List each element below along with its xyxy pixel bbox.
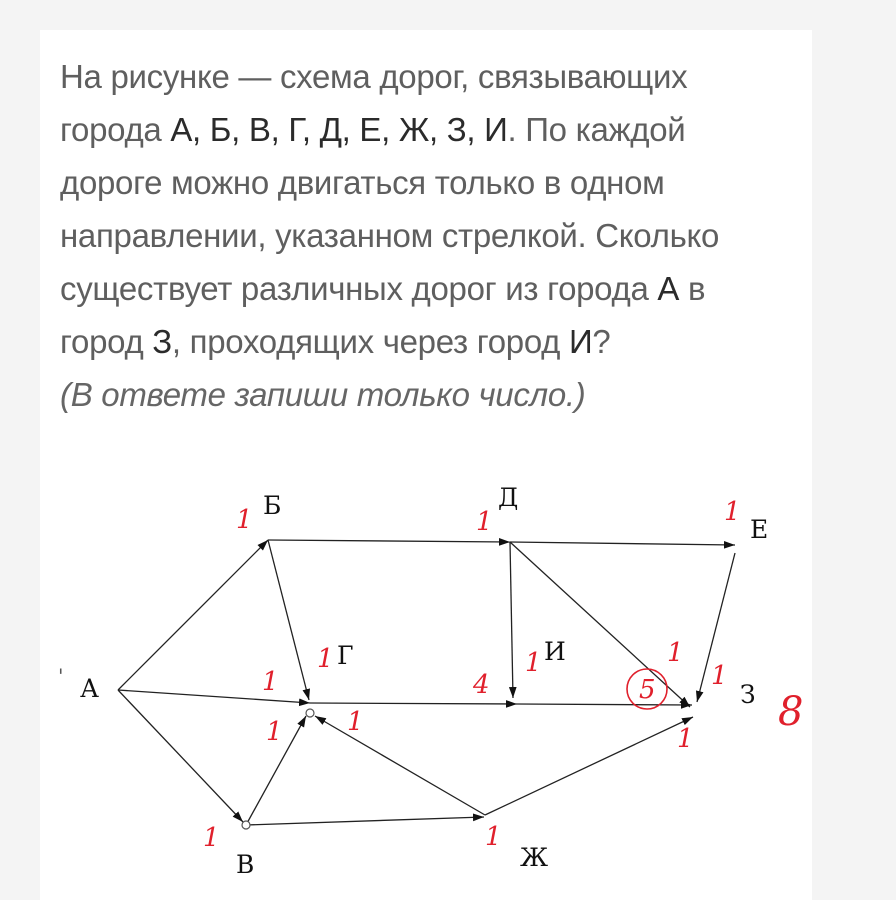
city-label-zh: Ж (520, 843, 549, 872)
city-label-a: А (80, 674, 99, 703)
city-label-i: И (544, 637, 566, 666)
node-v-point (242, 821, 250, 829)
count-z-top: 1 (667, 638, 684, 668)
count-v-g: 1 (266, 717, 283, 747)
to-city: З (152, 323, 172, 360)
edge-i-z (517, 704, 692, 705)
count-z-circled: 5 (639, 675, 656, 705)
edge-v-zh (246, 817, 484, 825)
edge-zh-z (485, 717, 693, 815)
cities-list: А, Б, В, Г, Д, Е, Ж, З, И (170, 111, 508, 148)
city-label-b: Б (263, 491, 282, 520)
city-tick: ' (58, 664, 64, 688)
count-e: 1 (724, 497, 741, 527)
count-z-right: 1 (711, 661, 728, 691)
edge-d-i (510, 542, 513, 698)
city-label-v: В (236, 850, 255, 879)
edge-zh-g (315, 716, 485, 815)
problem-line-4: направлении, указанном стрелкой. Сколько (60, 217, 720, 254)
edge-d-z (510, 542, 690, 707)
edge-a-b (118, 540, 268, 690)
node-g-point (306, 709, 314, 717)
problem-line-5: существует различных дорог из города А в (60, 270, 706, 307)
city-label-z: З (740, 680, 756, 709)
count-i-left: 4 (473, 670, 490, 700)
city-label-d: Д (498, 483, 519, 512)
problem-line-3: дороге можно двигаться только в одном (60, 164, 665, 201)
count-v: 1 (203, 823, 220, 853)
from-city: А (657, 270, 680, 307)
via-city: И (569, 323, 593, 360)
count-b: 1 (236, 505, 253, 535)
problem-line-6: город З, проходящих через город И? (60, 323, 611, 360)
problem-line-2: города А, Б, В, Г, Д, Е, Ж, З, И. По каждой (60, 111, 686, 148)
count-zh: 1 (485, 822, 502, 852)
answer-note: (В ответе запиши только число.) (60, 376, 586, 413)
count-z-bottom: 1 (677, 724, 694, 754)
count-g: 1 (317, 644, 334, 674)
city-label-e: Е (750, 515, 769, 544)
count-d: 1 (476, 507, 493, 537)
edge-a-v (118, 690, 243, 822)
edge-a-g (118, 690, 310, 703)
problem-line-1: На рисунке — схема дорог, связывающих (60, 58, 688, 95)
count-i: 1 (525, 648, 542, 678)
city-label-g: Г (337, 641, 354, 670)
edge-g-i (310, 703, 517, 704)
answer-total: 8 (778, 689, 804, 735)
count-a-g: 1 (262, 667, 279, 697)
edge-d-e (510, 542, 735, 545)
edge-b-d (268, 540, 510, 542)
handwritten-annotations (203, 497, 803, 853)
count-zh-g: 1 (347, 707, 364, 737)
